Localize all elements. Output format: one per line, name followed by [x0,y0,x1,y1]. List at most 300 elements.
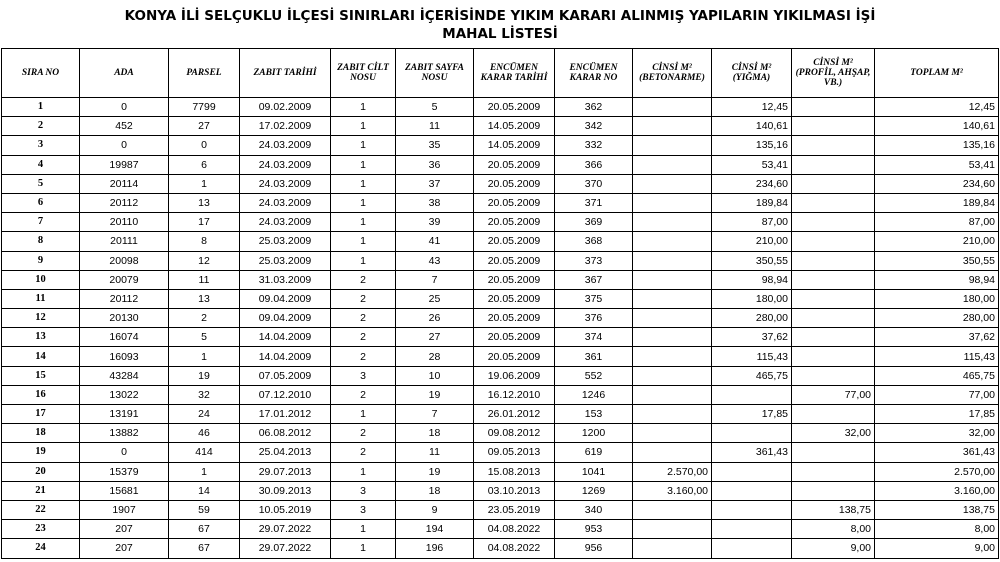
cell-cinsi-yigma: 350,55 [712,251,792,270]
cell-parsel: 414 [169,443,240,462]
table-row [2,424,999,443]
cell-zabit-cilt-nosu: 3 [331,481,396,500]
table-row [2,270,999,289]
table-row [2,328,999,347]
cell-zabit-tarihi: 30.09.2013 [240,481,331,500]
cell-encumen-karar-tarihi: 19.06.2009 [474,366,555,385]
cell-zabit-sayfa-nosu: 38 [396,193,474,212]
cell-zabit-cilt-nosu: 2 [331,289,396,308]
cell-sira-no: 23 [2,520,80,539]
cell-zabit-tarihi: 06.08.2012 [240,424,331,443]
cell-cinsi-yigma [712,520,792,539]
cell-parsel: 6 [169,155,240,174]
cell-ada: 20112 [80,193,169,212]
cell-cinsi-yigma: 210,00 [712,232,792,251]
cell-cinsi-betonarme [633,155,712,174]
cell-encumen-karar-tarihi: 20.05.2009 [474,270,555,289]
cell-cinsi-betonarme [633,520,712,539]
cell-sira-no: 1 [2,98,80,117]
cell-encumen-karar-no: 956 [555,539,633,558]
cell-ada: 13022 [80,385,169,404]
cell-encumen-karar-tarihi: 09.05.2013 [474,443,555,462]
cell-encumen-karar-tarihi: 20.05.2009 [474,213,555,232]
cell-cinsi-profil-ahsap [792,328,875,347]
header-zabit-cilt-nosu: ZABIT CİLT NOSU [331,49,396,98]
cell-zabit-tarihi: 25.03.2009 [240,251,331,270]
cell-parsel: 67 [169,539,240,558]
cell-cinsi-profil-ahsap: 138,75 [792,500,875,519]
cell-cinsi-betonarme [633,289,712,308]
cell-cinsi-profil-ahsap [792,405,875,424]
table-row [2,193,999,212]
cell-toplam: 3.160,00 [875,481,999,500]
cell-encumen-karar-no: 1246 [555,385,633,404]
cell-cinsi-yigma: 17,85 [712,405,792,424]
cell-encumen-karar-tarihi: 20.05.2009 [474,328,555,347]
cell-zabit-tarihi: 17.02.2009 [240,117,331,136]
cell-cinsi-profil-ahsap [792,98,875,117]
cell-zabit-tarihi: 25.03.2009 [240,232,331,251]
cell-sira-no: 19 [2,443,80,462]
cell-cinsi-profil-ahsap [792,309,875,328]
cell-cinsi-profil-ahsap [792,136,875,155]
cell-zabit-sayfa-nosu: 10 [396,366,474,385]
cell-ada: 207 [80,520,169,539]
cell-encumen-karar-no: 953 [555,520,633,539]
cell-zabit-cilt-nosu: 2 [331,443,396,462]
table-row [2,98,999,117]
cell-sira-no: 15 [2,366,80,385]
cell-parsel: 1 [169,462,240,481]
cell-encumen-karar-tarihi: 14.05.2009 [474,117,555,136]
cell-parsel: 67 [169,520,240,539]
cell-cinsi-betonarme [633,424,712,443]
cell-parsel: 11 [169,270,240,289]
cell-zabit-sayfa-nosu: 11 [396,443,474,462]
cell-parsel: 32 [169,385,240,404]
cell-toplam: 115,43 [875,347,999,366]
cell-cinsi-profil-ahsap [792,174,875,193]
cell-cinsi-yigma: 135,16 [712,136,792,155]
cell-cinsi-betonarme [633,193,712,212]
cell-zabit-cilt-nosu: 1 [331,193,396,212]
cell-parsel: 19 [169,366,240,385]
header-ada: ADA [80,49,169,98]
cell-zabit-sayfa-nosu: 36 [396,155,474,174]
table-row [2,309,999,328]
cell-sira-no: 4 [2,155,80,174]
cell-ada: 20130 [80,309,169,328]
cell-cinsi-betonarme [633,385,712,404]
cell-cinsi-yigma: 465,75 [712,366,792,385]
cell-cinsi-betonarme [633,500,712,519]
cell-toplam: 98,94 [875,270,999,289]
cell-zabit-sayfa-nosu: 43 [396,251,474,270]
cell-parsel: 59 [169,500,240,519]
cell-encumen-karar-no: 370 [555,174,633,193]
cell-zabit-tarihi: 07.12.2010 [240,385,331,404]
cell-encumen-karar-no: 1200 [555,424,633,443]
cell-toplam: 350,55 [875,251,999,270]
cell-zabit-sayfa-nosu: 11 [396,117,474,136]
cell-cinsi-yigma [712,500,792,519]
cell-zabit-tarihi: 17.01.2012 [240,405,331,424]
cell-encumen-karar-no: 340 [555,500,633,519]
cell-cinsi-betonarme [633,213,712,232]
cell-ada: 452 [80,117,169,136]
table-row [2,481,999,500]
cell-encumen-karar-tarihi: 15.08.2013 [474,462,555,481]
cell-toplam: 210,00 [875,232,999,251]
cell-cinsi-yigma [712,539,792,558]
cell-ada: 16074 [80,328,169,347]
table-row [2,213,999,232]
cell-toplam: 138,75 [875,500,999,519]
table-row [2,520,999,539]
cell-cinsi-yigma: 140,61 [712,117,792,136]
cell-parsel: 13 [169,193,240,212]
cell-sira-no: 21 [2,481,80,500]
cell-sira-no: 5 [2,174,80,193]
cell-encumen-karar-no: 374 [555,328,633,347]
cell-zabit-sayfa-nosu: 18 [396,424,474,443]
cell-toplam: 234,60 [875,174,999,193]
cell-toplam: 280,00 [875,309,999,328]
document-title [0,0,1000,40]
cell-zabit-sayfa-nosu: 5 [396,98,474,117]
cell-encumen-karar-tarihi: 16.12.2010 [474,385,555,404]
cell-zabit-cilt-nosu: 1 [331,232,396,251]
header-zabit-tarihi: ZABIT TARİHİ [240,49,331,98]
cell-zabit-sayfa-nosu: 28 [396,347,474,366]
cell-parsel: 7799 [169,98,240,117]
cell-toplam: 140,61 [875,117,999,136]
cell-encumen-karar-tarihi: 20.05.2009 [474,232,555,251]
cell-cinsi-betonarme [633,347,712,366]
cell-zabit-tarihi: 14.04.2009 [240,347,331,366]
cell-zabit-cilt-nosu: 1 [331,155,396,174]
cell-ada: 43284 [80,366,169,385]
table-row [2,347,999,366]
cell-sira-no: 18 [2,424,80,443]
cell-toplam: 135,16 [875,136,999,155]
cell-encumen-karar-tarihi: 23.05.2019 [474,500,555,519]
cell-cinsi-yigma [712,385,792,404]
header-parsel: PARSEL [169,49,240,98]
cell-cinsi-yigma: 180,00 [712,289,792,308]
cell-cinsi-yigma [712,424,792,443]
cell-toplam: 77,00 [875,385,999,404]
header-cinsi-yigma: CİNSİ M² (YIĞMA) [712,49,792,98]
cell-zabit-sayfa-nosu: 194 [396,520,474,539]
cell-zabit-tarihi: 24.03.2009 [240,136,331,155]
cell-cinsi-betonarme: 2.570,00 [633,462,712,481]
cell-zabit-cilt-nosu: 2 [331,385,396,404]
cell-parsel: 27 [169,117,240,136]
cell-ada: 19987 [80,155,169,174]
header-sira-no: SIRA NO [2,49,80,98]
cell-encumen-karar-tarihi: 20.05.2009 [474,98,555,117]
cell-toplam: 8,00 [875,520,999,539]
cell-zabit-cilt-nosu: 3 [331,366,396,385]
table-row [2,289,999,308]
cell-zabit-cilt-nosu: 1 [331,520,396,539]
cell-zabit-sayfa-nosu: 25 [396,289,474,308]
cell-cinsi-yigma: 37,62 [712,328,792,347]
cell-parsel: 13 [169,289,240,308]
cell-zabit-tarihi: 14.04.2009 [240,328,331,347]
header-cinsi-betonarme: CİNSİ M² (BETONARME) [633,49,712,98]
cell-ada: 16093 [80,347,169,366]
cell-encumen-karar-tarihi: 20.05.2009 [474,309,555,328]
cell-zabit-cilt-nosu: 1 [331,539,396,558]
cell-encumen-karar-no: 552 [555,366,633,385]
cell-zabit-tarihi: 29.07.2022 [240,539,331,558]
table-row [2,539,999,558]
cell-sira-no: 24 [2,539,80,558]
table-row [2,443,999,462]
cell-parsel: 1 [169,347,240,366]
cell-cinsi-profil-ahsap [792,232,875,251]
cell-parsel: 12 [169,251,240,270]
cell-parsel: 2 [169,309,240,328]
cell-zabit-tarihi: 29.07.2022 [240,520,331,539]
table-row [2,155,999,174]
cell-zabit-cilt-nosu: 2 [331,328,396,347]
cell-cinsi-profil-ahsap: 8,00 [792,520,875,539]
cell-ada: 20111 [80,232,169,251]
cell-encumen-karar-tarihi: 03.10.2013 [474,481,555,500]
cell-parsel: 8 [169,232,240,251]
table-row [2,385,999,404]
cell-cinsi-profil-ahsap [792,213,875,232]
cell-zabit-tarihi: 09.02.2009 [240,98,331,117]
cell-encumen-karar-tarihi: 26.01.2012 [474,405,555,424]
cell-zabit-tarihi: 09.04.2009 [240,289,331,308]
cell-toplam: 465,75 [875,366,999,385]
cell-cinsi-betonarme [633,232,712,251]
cell-sira-no: 20 [2,462,80,481]
cell-zabit-cilt-nosu: 1 [331,117,396,136]
cell-zabit-tarihi: 24.03.2009 [240,155,331,174]
cell-encumen-karar-no: 367 [555,270,633,289]
cell-encumen-karar-no: 375 [555,289,633,308]
cell-encumen-karar-tarihi: 20.05.2009 [474,174,555,193]
cell-cinsi-profil-ahsap [792,270,875,289]
cell-zabit-tarihi: 07.05.2009 [240,366,331,385]
table-row [2,500,999,519]
cell-toplam: 53,41 [875,155,999,174]
header-zabit-sayfa-nosu: ZABIT SAYFA NOSU [396,49,474,98]
cell-sira-no: 6 [2,193,80,212]
cell-encumen-karar-no: 1269 [555,481,633,500]
cell-toplam: 12,45 [875,98,999,117]
cell-zabit-sayfa-nosu: 19 [396,385,474,404]
cell-zabit-cilt-nosu: 3 [331,500,396,519]
cell-cinsi-profil-ahsap [792,117,875,136]
cell-sira-no: 13 [2,328,80,347]
cell-encumen-karar-no: 371 [555,193,633,212]
cell-toplam: 17,85 [875,405,999,424]
cell-encumen-karar-tarihi: 20.05.2009 [474,251,555,270]
cell-encumen-karar-no: 361 [555,347,633,366]
cell-encumen-karar-no: 1041 [555,462,633,481]
cell-toplam: 87,00 [875,213,999,232]
cell-cinsi-yigma: 234,60 [712,174,792,193]
cell-encumen-karar-tarihi: 20.05.2009 [474,289,555,308]
cell-parsel: 1 [169,174,240,193]
cell-zabit-sayfa-nosu: 7 [396,405,474,424]
cell-zabit-cilt-nosu: 1 [331,251,396,270]
cell-zabit-cilt-nosu: 1 [331,462,396,481]
cell-sira-no: 22 [2,500,80,519]
cell-encumen-karar-tarihi: 09.08.2012 [474,424,555,443]
table-row [2,174,999,193]
cell-zabit-sayfa-nosu: 26 [396,309,474,328]
cell-zabit-sayfa-nosu: 196 [396,539,474,558]
cell-zabit-tarihi: 31.03.2009 [240,270,331,289]
table-row [2,462,999,481]
cell-sira-no: 16 [2,385,80,404]
cell-ada: 0 [80,136,169,155]
cell-encumen-karar-tarihi: 20.05.2009 [474,347,555,366]
title-line-2: MAHAL LİSTESİ [442,26,558,42]
cell-zabit-cilt-nosu: 2 [331,309,396,328]
cell-cinsi-betonarme: 3.160,00 [633,481,712,500]
site-list-table [1,48,999,559]
cell-cinsi-betonarme [633,366,712,385]
cell-cinsi-yigma: 361,43 [712,443,792,462]
cell-sira-no: 3 [2,136,80,155]
cell-parsel: 17 [169,213,240,232]
cell-ada: 20098 [80,251,169,270]
cell-encumen-karar-no: 368 [555,232,633,251]
cell-encumen-karar-tarihi: 14.05.2009 [474,136,555,155]
cell-sira-no: 9 [2,251,80,270]
cell-cinsi-betonarme [633,251,712,270]
cell-ada: 1907 [80,500,169,519]
cell-ada: 13882 [80,424,169,443]
cell-ada: 207 [80,539,169,558]
cell-zabit-cilt-nosu: 1 [331,98,396,117]
cell-sira-no: 11 [2,289,80,308]
header-toplam: TOPLAM M² [875,49,999,98]
cell-cinsi-betonarme [633,174,712,193]
table-row [2,251,999,270]
cell-cinsi-betonarme [633,443,712,462]
cell-encumen-karar-no: 369 [555,213,633,232]
cell-cinsi-profil-ahsap [792,251,875,270]
cell-zabit-sayfa-nosu: 18 [396,481,474,500]
cell-toplam: 189,84 [875,193,999,212]
cell-toplam: 2.570,00 [875,462,999,481]
cell-cinsi-yigma: 115,43 [712,347,792,366]
cell-parsel: 0 [169,136,240,155]
cell-ada: 20079 [80,270,169,289]
cell-cinsi-betonarme [633,270,712,289]
cell-zabit-cilt-nosu: 2 [331,347,396,366]
cell-cinsi-yigma: 87,00 [712,213,792,232]
table-row [2,405,999,424]
cell-sira-no: 7 [2,213,80,232]
cell-encumen-karar-no: 153 [555,405,633,424]
cell-sira-no: 10 [2,270,80,289]
table-header-row [2,49,999,98]
cell-zabit-sayfa-nosu: 37 [396,174,474,193]
cell-encumen-karar-no: 342 [555,117,633,136]
cell-cinsi-betonarme [633,136,712,155]
cell-cinsi-profil-ahsap [792,155,875,174]
cell-cinsi-profil-ahsap [792,366,875,385]
cell-toplam: 9,00 [875,539,999,558]
cell-cinsi-yigma: 280,00 [712,309,792,328]
cell-zabit-tarihi: 25.04.2013 [240,443,331,462]
cell-sira-no: 8 [2,232,80,251]
table-row [2,232,999,251]
table-row [2,366,999,385]
cell-zabit-cilt-nosu: 2 [331,424,396,443]
cell-zabit-cilt-nosu: 1 [331,136,396,155]
cell-sira-no: 12 [2,309,80,328]
cell-cinsi-profil-ahsap: 9,00 [792,539,875,558]
cell-zabit-cilt-nosu: 2 [331,270,396,289]
cell-parsel: 5 [169,328,240,347]
cell-toplam: 32,00 [875,424,999,443]
cell-sira-no: 2 [2,117,80,136]
cell-zabit-sayfa-nosu: 35 [396,136,474,155]
cell-parsel: 14 [169,481,240,500]
cell-ada: 20110 [80,213,169,232]
table-body [2,98,999,559]
cell-ada: 13191 [80,405,169,424]
cell-toplam: 180,00 [875,289,999,308]
cell-cinsi-profil-ahsap [792,289,875,308]
cell-parsel: 46 [169,424,240,443]
cell-toplam: 37,62 [875,328,999,347]
cell-zabit-tarihi: 24.03.2009 [240,213,331,232]
cell-cinsi-betonarme [633,98,712,117]
cell-ada: 15681 [80,481,169,500]
cell-zabit-cilt-nosu: 1 [331,174,396,193]
cell-cinsi-yigma: 98,94 [712,270,792,289]
cell-zabit-cilt-nosu: 1 [331,405,396,424]
cell-cinsi-yigma [712,462,792,481]
header-cinsi-profil-ahsap: CİNSİ M² (PROFİL, AHŞAP, VB.) [792,49,875,98]
cell-zabit-tarihi: 29.07.2013 [240,462,331,481]
table-row [2,117,999,136]
cell-encumen-karar-tarihi: 20.05.2009 [474,155,555,174]
cell-ada: 15379 [80,462,169,481]
cell-cinsi-profil-ahsap [792,462,875,481]
cell-cinsi-profil-ahsap [792,481,875,500]
cell-cinsi-betonarme [633,328,712,347]
cell-encumen-karar-tarihi: 20.05.2009 [474,193,555,212]
cell-ada: 0 [80,98,169,117]
cell-cinsi-profil-ahsap [792,193,875,212]
cell-encumen-karar-no: 376 [555,309,633,328]
cell-cinsi-profil-ahsap: 77,00 [792,385,875,404]
cell-zabit-tarihi: 24.03.2009 [240,193,331,212]
cell-parsel: 24 [169,405,240,424]
cell-ada: 20114 [80,174,169,193]
header-encumen-karar-tarihi: ENCÜMEN KARAR TARİHİ [474,49,555,98]
cell-zabit-tarihi: 09.04.2009 [240,309,331,328]
cell-cinsi-yigma: 53,41 [712,155,792,174]
cell-cinsi-profil-ahsap: 32,00 [792,424,875,443]
cell-zabit-sayfa-nosu: 9 [396,500,474,519]
cell-sira-no: 17 [2,405,80,424]
cell-zabit-sayfa-nosu: 41 [396,232,474,251]
